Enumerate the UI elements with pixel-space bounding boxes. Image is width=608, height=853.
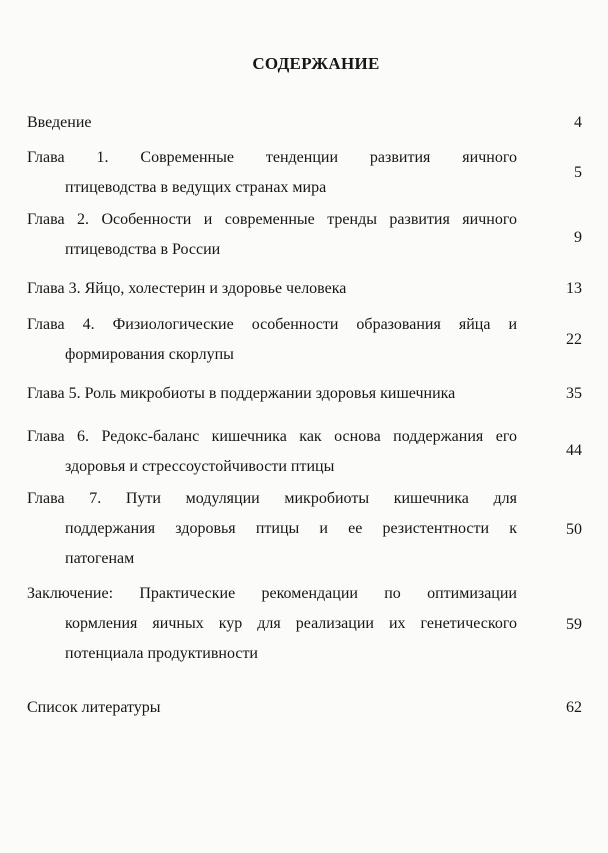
- toc-page-number: 44: [566, 442, 582, 459]
- toc-entry-line: Глава 2. Особенности и современные тренды развития яичного: [27, 211, 517, 228]
- toc-entry-line: Заключение: Практические рекомендации по оптимизации: [27, 585, 517, 602]
- toc-title: СОДЕРЖАНИЕ: [252, 54, 380, 73]
- toc-page-number: 13: [566, 280, 582, 297]
- toc-entry-line: Глава 6. Редокс-баланс кишечника как основа поддержания его: [27, 428, 517, 445]
- toc-entry-line: птицеводства в ведущих странах мира: [65, 179, 327, 196]
- toc-entry-line: Список литературы: [27, 699, 161, 716]
- toc-entry-line: Глава 1. Современные тенденции развития яичного: [27, 149, 517, 166]
- toc-page-number: 62: [566, 699, 582, 716]
- toc-page-number: 59: [566, 616, 582, 633]
- toc-page-number: 5: [574, 164, 582, 181]
- toc-entry-line: кормления яичных кур для реализации их генетического: [65, 615, 517, 632]
- toc-entry-line: Введение: [27, 114, 92, 131]
- toc-entry-line: поддержания здоровья птицы и ее резистентности к: [65, 520, 517, 537]
- toc-page-number: 35: [566, 385, 582, 402]
- toc-entry-line: патогенам: [65, 550, 135, 567]
- toc-page-number: 50: [566, 521, 582, 538]
- toc-entry-line: здоровья и стрессоустойчивости птицы: [65, 458, 335, 475]
- toc-entry-line: Глава 4. Физиологические особенности образования яйца и: [27, 316, 517, 333]
- toc-entry-line: Глава 7. Пути модуляции микробиоты кишечника для: [27, 490, 517, 507]
- toc-page-number: 4: [574, 114, 582, 131]
- toc-entry-line: птицеводства в России: [65, 241, 221, 258]
- toc-page-number: 22: [566, 331, 582, 348]
- toc-entry-line: Глава 5. Роль микробиоты в поддержании здоровья кишечника: [27, 385, 456, 402]
- toc-entry-line: формирования скорлупы: [65, 346, 234, 363]
- toc-entry-line: потенциала продуктивности: [65, 645, 258, 662]
- toc-entry-line: Глава 3. Яйцо, холестерин и здоровье человека: [27, 280, 347, 297]
- toc-page-number: 9: [574, 229, 582, 246]
